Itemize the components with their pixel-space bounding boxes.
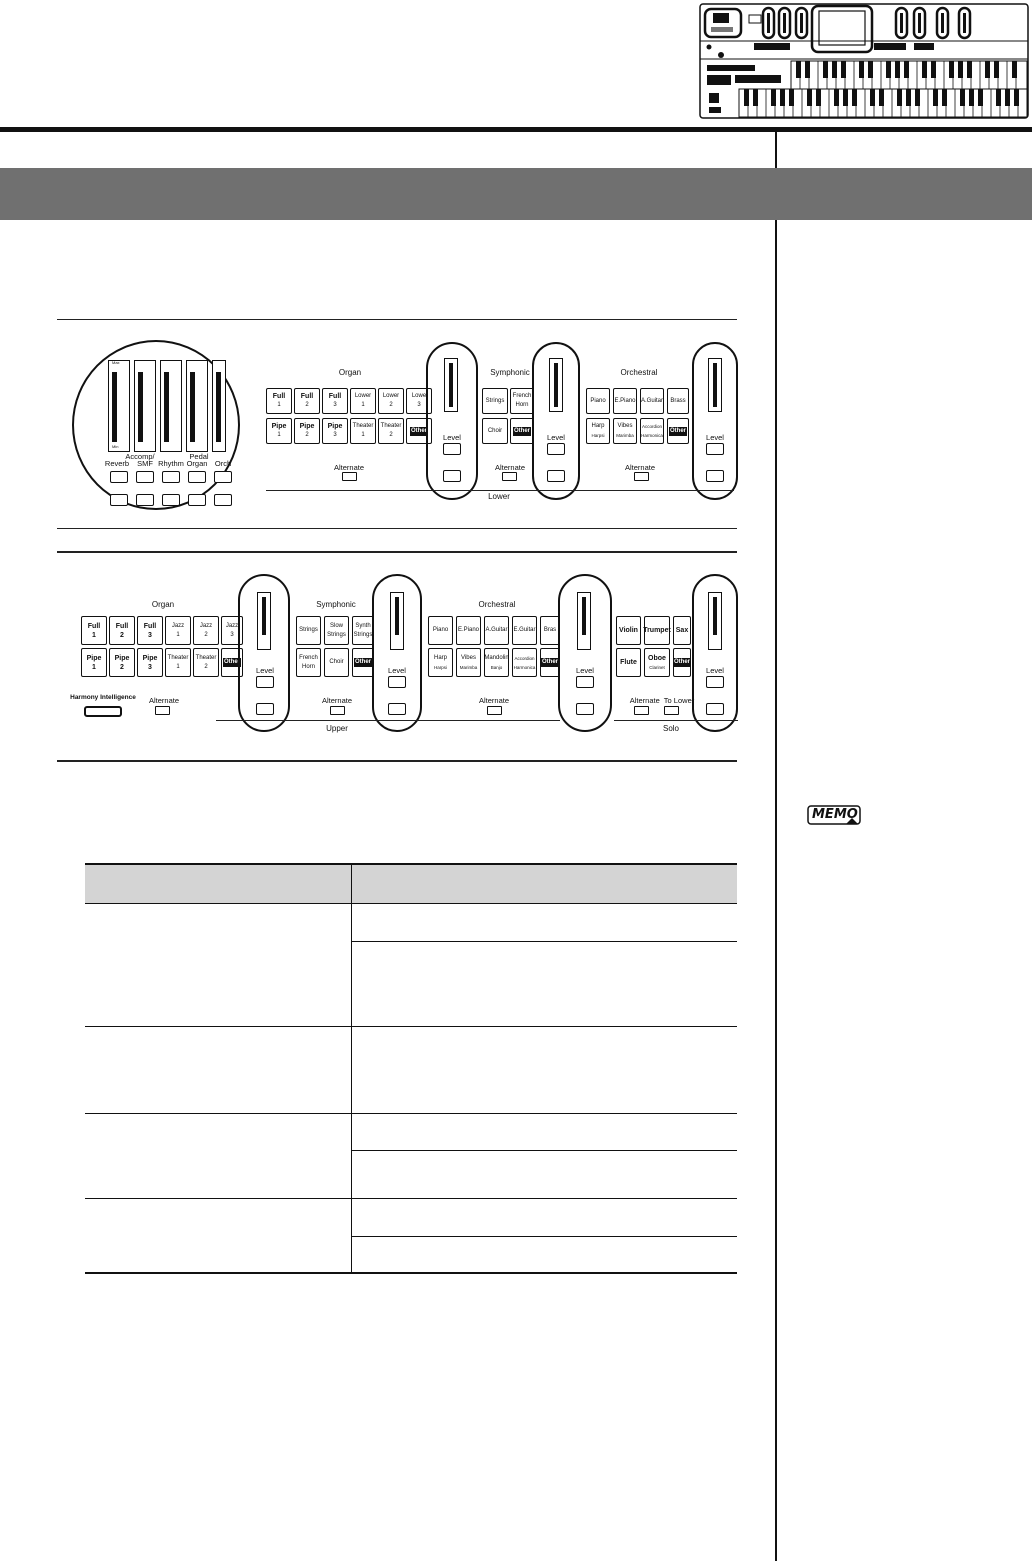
tab-lower-1[interactable] <box>350 388 376 414</box>
part-balance-sliders <box>106 358 226 454</box>
smf-down-button[interactable] <box>136 494 154 506</box>
tab-sub: 1 <box>361 432 365 438</box>
table-cell <box>351 1236 737 1273</box>
lower-organ-title: Organ <box>338 368 362 377</box>
tab-label: Other <box>354 659 371 665</box>
tab-label: Vibes <box>617 423 633 429</box>
tab-sub: 3 <box>230 631 234 638</box>
upper-symphonic-alternate-label: Alternate <box>321 696 353 705</box>
tab-label: Accordion <box>641 424 662 429</box>
lower-orchestral-level-meter <box>708 358 722 412</box>
upper-orchestral-alternate-label: Alternate <box>478 696 510 705</box>
tab-label: Other <box>674 659 691 665</box>
upper-organ-title: Organ <box>151 600 175 609</box>
tab-jazz-1[interactable] <box>165 616 191 645</box>
tab-sub: Strings <box>353 631 373 638</box>
meter-fill <box>554 363 558 407</box>
tab-label: Choir <box>329 659 344 665</box>
upper-orchestral-alternate-button[interactable] <box>487 706 502 715</box>
tab-sub: 3 <box>148 631 152 639</box>
lower-symphonic-level-meter <box>549 358 563 412</box>
tab-piano[interactable] <box>586 388 610 414</box>
tab-french-horn[interactable] <box>296 648 321 677</box>
upper-section-rule <box>216 720 560 721</box>
slider-fill-5 <box>216 372 221 442</box>
solo-level-down[interactable] <box>706 703 724 715</box>
tab-symphonic-other[interactable] <box>352 648 374 677</box>
tab-sub: 2 <box>305 432 309 438</box>
slider-min-label: Min <box>112 444 119 449</box>
tab-label: Synth <box>355 622 371 629</box>
tab-label: Other <box>410 427 427 434</box>
slider-fill-3 <box>164 372 169 442</box>
memo-label: MEMO <box>812 807 858 822</box>
tab-label: Trumpet <box>643 627 671 634</box>
tab-sub: Strings <box>327 631 346 638</box>
tab-accordion[interactable] <box>512 648 537 677</box>
tab-theater-2[interactable] <box>193 648 219 677</box>
tab-flute[interactable] <box>616 648 641 677</box>
accomp-label: Accomp/ <box>125 452 155 461</box>
solo-section-name: Solo <box>662 724 679 733</box>
instrument-overview-illustration <box>699 3 1029 119</box>
table-header-row <box>85 864 737 903</box>
tab-label: Harp <box>433 654 447 661</box>
upper-orchestral-level-up[interactable] <box>576 676 594 688</box>
lower-orchestral-title: Orchestral <box>620 368 658 377</box>
tab-label: Strings <box>485 397 505 404</box>
lower-symphonic-title: Symphonic <box>490 368 530 377</box>
table-row <box>85 903 737 941</box>
tab-brass[interactable] <box>667 388 689 414</box>
tab-label: Vibes <box>461 654 476 661</box>
tab-full-1[interactable] <box>266 388 292 414</box>
tab-sub: 3 <box>417 402 421 408</box>
tab-label: A.Guitar <box>485 627 508 633</box>
tab-pipe-2[interactable] <box>109 648 135 677</box>
tab-solo-other[interactable] <box>673 648 691 677</box>
tab-sub: Harmonica <box>513 664 536 670</box>
lower-orchestral-level-label: Level <box>706 433 724 442</box>
upper-orchestral-level-meter <box>577 592 591 650</box>
upper-organ-level-up[interactable] <box>256 676 274 688</box>
harmony-intelligence-label: Harmony Intelligence <box>70 694 136 701</box>
table-cell <box>85 1026 351 1113</box>
tab-label: Harp <box>591 423 605 429</box>
tab-sub: 2 <box>389 402 393 408</box>
meter-fill <box>713 363 717 407</box>
tab-label: Full <box>328 393 342 400</box>
tab-mandolin[interactable] <box>484 648 509 677</box>
tab-trumpet[interactable] <box>644 616 670 645</box>
tab-label: Full <box>143 622 157 630</box>
harmony-intelligence-button[interactable] <box>84 706 122 717</box>
tab-slow-strings[interactable] <box>324 616 349 645</box>
reverb-up-button[interactable] <box>110 471 128 483</box>
lower-organ-alternate-button[interactable] <box>342 472 357 481</box>
table-cell <box>351 941 737 1026</box>
tab-sub: Harpsi <box>433 664 447 670</box>
solo-to-lower-button[interactable] <box>664 706 679 715</box>
lower-symphonic-level-up[interactable] <box>547 443 565 455</box>
tab-orchestral-other[interactable] <box>540 648 560 677</box>
tab-label: Choir <box>487 427 503 434</box>
tab-brass[interactable] <box>540 616 560 645</box>
tab-sub: 1 <box>176 631 180 638</box>
tab-theater-1[interactable] <box>350 418 376 444</box>
table-row <box>85 1026 737 1113</box>
tab-label: E.Piano <box>614 397 636 404</box>
tab-full-1[interactable] <box>81 616 107 645</box>
lower-section-rule <box>266 490 734 491</box>
tab-choir[interactable] <box>482 418 508 444</box>
tab-label: Other <box>669 427 686 434</box>
upper-organ-alternate-label: Alternate <box>148 696 180 705</box>
tab-sub: 1 <box>176 663 180 670</box>
tab-label: Violin <box>619 627 638 634</box>
tab-piano[interactable] <box>428 616 453 645</box>
tab-sub: Clarinet <box>649 664 665 670</box>
tab-sub: Horn <box>301 663 315 670</box>
tab-label: Oboe <box>648 654 666 662</box>
lower-organ-level-down[interactable] <box>443 470 461 482</box>
section-title-band <box>0 168 1032 220</box>
tab-pipe-1[interactable] <box>266 418 292 444</box>
tab-epiano[interactable] <box>613 388 637 414</box>
part-label-orch: Orch <box>214 459 232 468</box>
tab-symphonic-other[interactable] <box>510 418 534 444</box>
table-cell <box>351 1026 737 1113</box>
tab-eguitar[interactable] <box>512 616 537 645</box>
tab-pipe-1[interactable] <box>81 648 107 677</box>
tab-label: Strings <box>299 627 318 633</box>
table-cell <box>351 1113 737 1150</box>
tab-lower-2[interactable] <box>378 388 404 414</box>
tab-jazz-2[interactable] <box>193 616 219 645</box>
table-row <box>85 1198 737 1236</box>
tab-label: Full <box>272 393 286 400</box>
tab-label: Jazz <box>225 622 239 629</box>
tab-label: Full <box>300 393 314 400</box>
meter-fill <box>582 597 586 635</box>
alternate-to-lower-label: Alternate To Lower <box>629 696 695 705</box>
lower-orchestral-level-down[interactable] <box>706 470 724 482</box>
tab-label: Theater <box>195 654 217 661</box>
slider-fill-1 <box>112 372 117 442</box>
tab-label: Bras <box>543 627 557 633</box>
tab-full-2[interactable] <box>109 616 135 645</box>
pedal-label: Pedal <box>189 452 209 461</box>
part-label-organ: Organ <box>186 459 208 468</box>
lower-organ-top-row <box>266 382 438 416</box>
tab-sub: 1 <box>277 402 281 408</box>
upper-panel-top-rule <box>57 551 737 553</box>
lower-orchestral-level-up[interactable] <box>706 443 724 455</box>
solo-level-up[interactable] <box>706 676 724 688</box>
tab-sax[interactable] <box>673 616 691 645</box>
upper-symphonic-alternate-button[interactable] <box>330 706 345 715</box>
tab-label: Pipe <box>114 654 130 662</box>
sidebar-divider <box>775 132 777 1561</box>
tab-label: Theater <box>167 654 189 661</box>
lower-orchestral-alternate-label: Alternate <box>624 463 656 472</box>
tab-harp[interactable] <box>586 418 610 444</box>
tab-theater-2[interactable] <box>378 418 404 444</box>
upper-symphonic-title: Symphonic <box>316 600 356 609</box>
tab-sub: 2 <box>204 663 208 670</box>
meter-fill <box>395 597 399 635</box>
orch-down-button[interactable] <box>214 494 232 506</box>
tab-label: Sax <box>675 627 689 634</box>
part-button-labels <box>104 459 244 471</box>
rhythm-down-button[interactable] <box>162 494 180 506</box>
lower-organ-level-up[interactable] <box>443 443 461 455</box>
meter-fill <box>262 597 266 635</box>
tab-label: French <box>299 654 318 661</box>
tab-violin[interactable] <box>616 616 641 645</box>
lower-organ-bottom-row <box>266 418 438 452</box>
tab-pipe-3[interactable] <box>137 648 163 677</box>
table-cell <box>85 1198 351 1273</box>
upper-symphonic-level-down[interactable] <box>388 703 406 715</box>
tab-epiano[interactable] <box>456 616 481 645</box>
tab-sub: Banjo <box>490 664 503 670</box>
tab-label: Piano <box>590 397 606 404</box>
tab-label: Theater <box>352 423 374 429</box>
tab-sub: 1 <box>92 663 96 671</box>
smf-up-button[interactable] <box>136 471 154 483</box>
slider-fill-4 <box>190 372 195 442</box>
tab-sub: 2 <box>204 631 208 638</box>
tab-label: A.Guitar <box>641 397 664 404</box>
tab-oboe[interactable] <box>644 648 670 677</box>
slider-max-label: Max <box>112 360 120 365</box>
upper-organ-level-label: Level <box>256 666 274 675</box>
tab-full-2[interactable] <box>294 388 320 414</box>
lower-organ-alternate-label: Alternate <box>333 463 365 472</box>
settings-table <box>85 863 737 1274</box>
table-row <box>85 1113 737 1150</box>
upper-symphonic-level-meter <box>390 592 404 650</box>
orch-up-button[interactable] <box>214 471 232 483</box>
solo-alternate-button[interactable] <box>634 706 649 715</box>
upper-section-name: Upper <box>326 724 348 733</box>
tab-label: Pipe <box>299 423 315 430</box>
tab-sub: 1 <box>92 631 96 639</box>
tab-sub: Marimba <box>616 433 634 438</box>
tab-label: Lower <box>382 393 400 399</box>
table-cell <box>351 1150 737 1198</box>
upper-symphonic-level-up[interactable] <box>388 676 406 688</box>
tab-label: Theater <box>380 423 402 429</box>
tab-sub: 1 <box>361 402 365 408</box>
lower-symphonic-level-down[interactable] <box>547 470 565 482</box>
tab-label: Full <box>115 622 129 630</box>
tab-sub: Marimba <box>459 664 478 670</box>
tab-pipe-3[interactable] <box>322 418 348 444</box>
tab-sub: 2 <box>305 402 309 408</box>
tab-label: Other <box>513 427 530 434</box>
tab-sub: 2 <box>120 663 124 671</box>
meter-fill <box>713 597 717 635</box>
table-header-cell <box>351 864 737 903</box>
table-header-cell <box>85 864 351 903</box>
tab-label: Pipe <box>86 654 102 662</box>
tab-label: Pipe <box>271 423 287 430</box>
table-cell <box>85 1113 351 1198</box>
tab-label: Pipe <box>327 423 343 430</box>
upper-symphonic-level-label: Level <box>388 666 406 675</box>
tab-french-horn[interactable] <box>510 388 534 414</box>
tab-sub: 3 <box>148 663 152 671</box>
tab-choir[interactable] <box>324 648 349 677</box>
tab-orchestral-other[interactable] <box>667 418 689 444</box>
solo-level-meter <box>708 592 722 650</box>
tab-label: Piano <box>432 627 449 633</box>
tab-sub: 2 <box>120 631 124 639</box>
tab-label: Brass <box>670 397 686 404</box>
tab-label: Other <box>542 659 559 665</box>
tab-aguitar[interactable] <box>484 616 509 645</box>
part-label-reverb: Reverb <box>104 459 130 468</box>
header-rule <box>0 127 1032 132</box>
organ-down-button[interactable] <box>188 494 206 506</box>
tab-sub: 2 <box>389 432 393 438</box>
tab-strings[interactable] <box>296 616 321 645</box>
tab-sub: Harmonica <box>641 433 663 438</box>
solo-section-rule <box>614 720 738 721</box>
upper-panel-bottom-rule <box>57 760 737 762</box>
tab-label: Lower <box>354 393 372 399</box>
tab-label: E.Guitar <box>513 627 536 633</box>
tab-label: Lowe <box>411 393 427 399</box>
tab-sub: Horn <box>515 402 529 408</box>
upper-panel-diagram <box>66 572 738 736</box>
solo-level-label: Level <box>706 666 724 675</box>
tab-pipe-2[interactable] <box>294 418 320 444</box>
lower-symphonic-alternate-label: Alternate <box>494 463 526 472</box>
tab-harp[interactable] <box>428 648 453 677</box>
lower-organ-level-meter <box>444 358 458 412</box>
part-label-rhythm: Rhythm <box>158 459 184 468</box>
lower-panel-bottom-rule <box>57 528 737 529</box>
table-cell <box>351 1198 737 1236</box>
upper-orchestral-level-label: Level <box>576 666 594 675</box>
upper-orchestral-title: Orchestral <box>478 600 516 609</box>
tab-label: Accordion <box>514 655 535 661</box>
tab-sub: 3 <box>333 432 337 438</box>
lower-symphonic-alternate-button[interactable] <box>502 472 517 481</box>
tab-accordion[interactable] <box>640 418 664 444</box>
tab-sub: 3 <box>333 402 337 408</box>
tab-label: Flute <box>620 659 637 666</box>
tab-full-3[interactable] <box>322 388 348 414</box>
tab-label: Slow <box>329 622 343 629</box>
organ-up-button[interactable] <box>188 471 206 483</box>
lower-orchestral-alternate-button[interactable] <box>634 472 649 481</box>
memo-icon <box>806 804 862 826</box>
lower-panel-top-rule <box>57 319 737 320</box>
rhythm-up-button[interactable] <box>162 471 180 483</box>
meter-fill <box>449 363 453 407</box>
lower-section-name: Lower <box>488 492 510 501</box>
lower-symphonic-level-label: Level <box>547 433 565 442</box>
tab-label: French <box>512 393 532 399</box>
tab-label: Full <box>87 622 101 630</box>
tab-label: E.Piano <box>457 627 479 633</box>
table-cell <box>351 903 737 941</box>
lower-organ-level-label: Level <box>443 433 461 442</box>
tab-theater-1[interactable] <box>165 648 191 677</box>
table-cell <box>85 903 351 1026</box>
upper-organ-alternate-button[interactable] <box>155 706 170 715</box>
slider-fill-2 <box>138 372 143 442</box>
tab-label: Jazz <box>199 622 213 629</box>
tab-synth-strings[interactable] <box>352 616 374 645</box>
tab-full-3[interactable] <box>137 616 163 645</box>
part-label-smf: SMF <box>137 459 153 468</box>
tab-strings[interactable] <box>482 388 508 414</box>
lower-panel-diagram <box>60 332 740 522</box>
tab-label: Jazz <box>171 622 185 629</box>
tab-label: Mandolin <box>484 654 509 661</box>
tab-sub: 1 <box>277 432 281 438</box>
tab-vibes[interactable] <box>613 418 637 444</box>
tab-aguitar[interactable] <box>640 388 664 414</box>
tab-label: Pipe <box>142 654 158 662</box>
upper-orchestral-level-down[interactable] <box>576 703 594 715</box>
tab-label: Other <box>223 659 240 665</box>
reverb-down-button[interactable] <box>110 494 128 506</box>
tab-sub: Harpsi <box>591 433 605 438</box>
upper-organ-level-down[interactable] <box>256 703 274 715</box>
upper-organ-level-meter <box>257 592 271 650</box>
tab-vibes[interactable] <box>456 648 481 677</box>
